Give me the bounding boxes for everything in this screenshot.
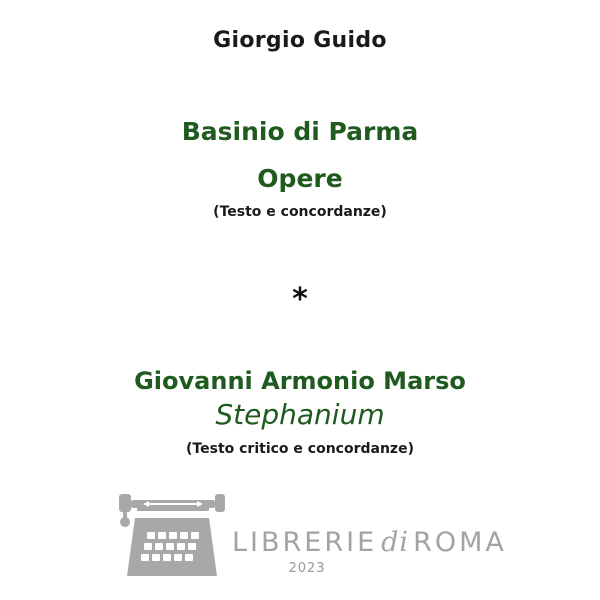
work1-title: Basinio di Parma bbox=[181, 117, 419, 146]
publisher-name-part1: LIBRERIE bbox=[232, 527, 378, 558]
work2-author: Giovanni Armonio Marso bbox=[134, 367, 466, 395]
work1-subtitle-title: Opere bbox=[257, 164, 343, 193]
separator-asterisk: * bbox=[292, 282, 308, 317]
publication-year: 2023 bbox=[288, 561, 326, 576]
work2-title: Stephanium bbox=[215, 398, 385, 431]
work2-description: (Testo critico e concordanze) bbox=[186, 441, 414, 457]
author-name: Giorgio Guido bbox=[213, 28, 387, 53]
typewriter-icon bbox=[117, 492, 227, 580]
publisher-name bbox=[232, 527, 507, 558]
publisher-name-part2: di bbox=[381, 527, 410, 558]
work1-description: (Testo e concordanze) bbox=[213, 204, 387, 220]
publisher-name-part3: ROMA bbox=[413, 527, 507, 558]
